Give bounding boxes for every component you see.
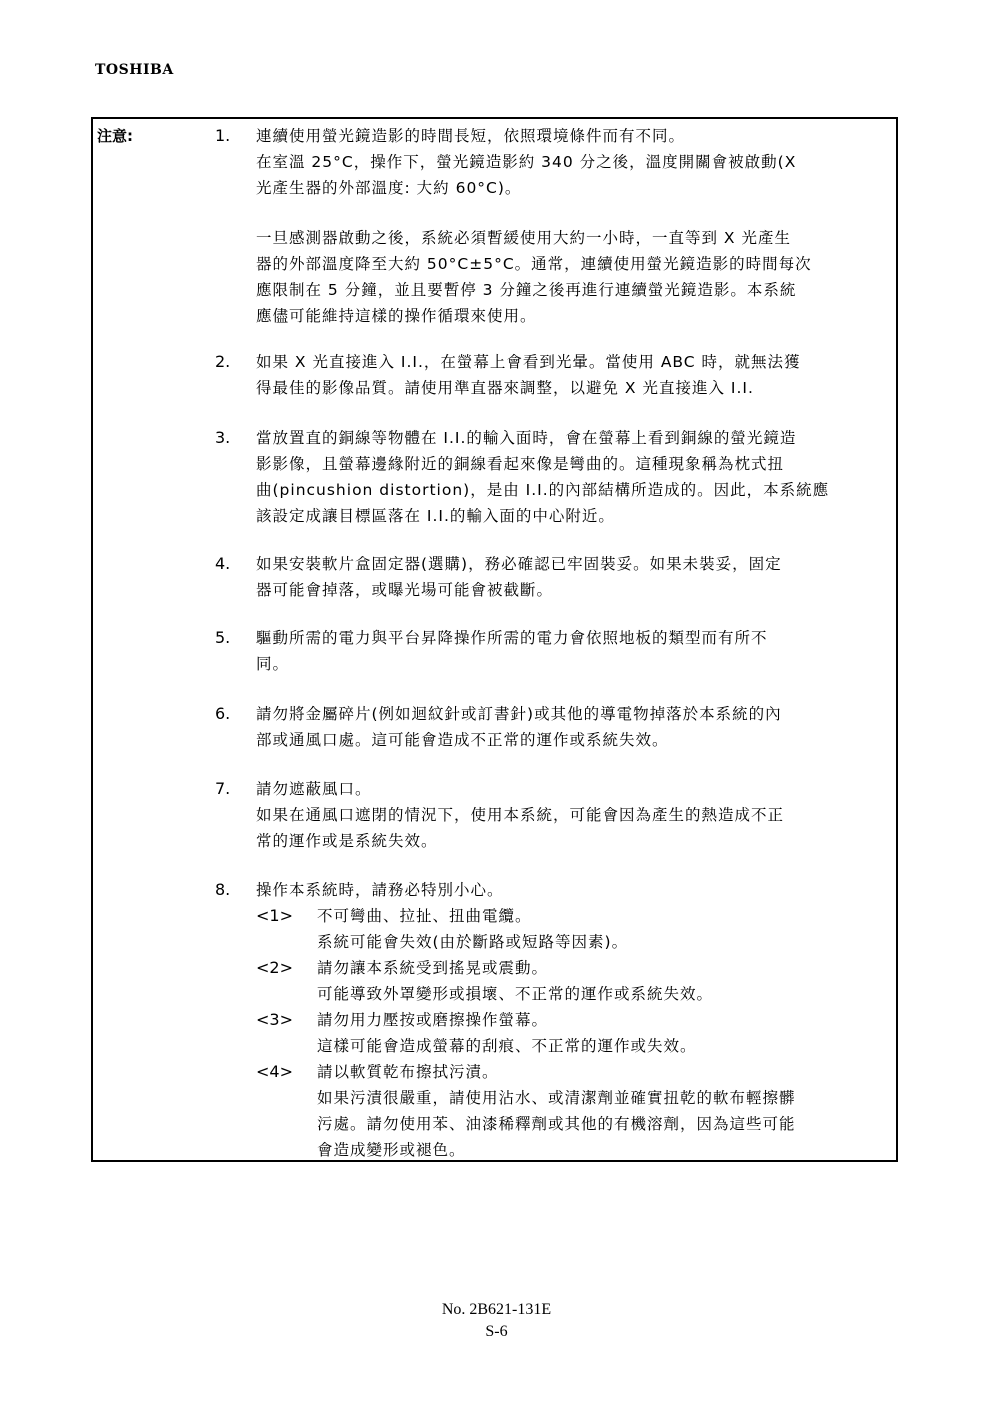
subitem-text: 不可彎曲、拉扯、扭曲電纜。 系統可能會失效(由於斷路或短路等因素)。 [317, 907, 629, 951]
item-number: 6. [215, 704, 231, 723]
item-number: 8. [215, 880, 231, 899]
notice-label: 注意: [97, 127, 133, 145]
item-text: 驅動所需的電力與平台昇降操作所需的電力會依照地板的類型而有所不 同。 [256, 629, 768, 673]
page-number: S-6 [485, 1323, 508, 1340]
subitem-text: 請以軟質乾布擦拭污漬。 如果污漬很嚴重，請使用沾水、或清潔劑並確實扭乾的軟布輕擦髒 污處。請勿使用苯、油漆稀釋劑或其他的有機溶劑，因為這些可能 會造成變形或褪色。 [317, 1063, 796, 1159]
item-text: 如果 X 光直接進入 I.I.，在螢幕上會看到光暈。當使用 ABC 時，就無法獲 得最佳的影像品質。請使用準直器來調整，以避免 X 光直接進入 I.I. [256, 353, 801, 397]
subitem-number: <3> [256, 1010, 293, 1029]
item-number: 4. [215, 554, 231, 573]
item-text: 連續使用螢光鏡造影的時間長短，依照環境條件而有不同。 在室溫 25°C，操作下，螢光鏡造影約 340 分之後，溫度開關會被啟動(X 光產生器的外部溫度: 大約 60°C)。 一旦感測器啟動之後，系統必須暫緩使用大約一小時，一直等到 X 光產生 器的外部溫度降至大約 50°C±5°C。通常，連續使用螢光鏡造影的時間每次 應限制在 5 分鐘，並且要暫停 3 分鐘之後再進行連續螢光鏡造影。本系統 應儘可能維持這樣的操作循環來使用。 [256, 127, 812, 325]
item-number: 3. [215, 428, 231, 447]
item-text: 當放置直的銅線等物體在 I.I.的輸入面時，會在螢幕上看到銅線的螢光鏡造 影影像，且螢幕邊緣附近的銅線看起來像是彎曲的。這種現象稱為枕式扭 曲(pincushion distortion)，是由 I.I.的內部結構所造成的。因此，本系統應 該設定成讓目標區落在 I.I.的輸入面的中心附近。 [256, 429, 830, 525]
item-number: 1. [215, 126, 231, 145]
item-number: 7. [215, 779, 231, 798]
item-text: 如果安裝軟片盒固定器(選購)，務必確認已牢固裝妥。如果未裝妥，固定 器可能會掉落，或曝光場可能會被截斷。 [256, 555, 782, 599]
subitem-number: <1> [256, 906, 293, 925]
item-text: 請勿將金屬碎片(例如迴紋針或訂書針)或其他的導電物掉落於本系統的內 部或通風口處。這可能會造成不正常的運作或系統失效。 [256, 705, 782, 749]
toshiba-logo: TOSHIBA [95, 62, 174, 78]
subitem-number: <4> [256, 1062, 293, 1081]
document-number: No. 2B621-131E [441, 1301, 552, 1318]
subitem-number: <2> [256, 958, 293, 977]
item-number: 5. [215, 628, 231, 647]
item-text: 請勿遮蔽風口。 如果在通風口遮閉的情況下，使用本系統，可能會因為產生的熱造成不正 常的運作或是系統失效。 [256, 780, 785, 850]
item-number: 2. [215, 352, 231, 371]
subitem-text: 請勿讓本系統受到搖晃或震動。 可能導致外罩變形或損壞、不正常的運作或系統失效。 [317, 959, 714, 1003]
notice-box [91, 117, 898, 1162]
subitem-text: 請勿用力壓按或磨擦操作螢幕。 這樣可能會造成螢幕的刮痕、不正常的運作或失效。 [317, 1011, 697, 1055]
item-text: 操作本系統時，請務必特別小心。 [256, 881, 504, 899]
